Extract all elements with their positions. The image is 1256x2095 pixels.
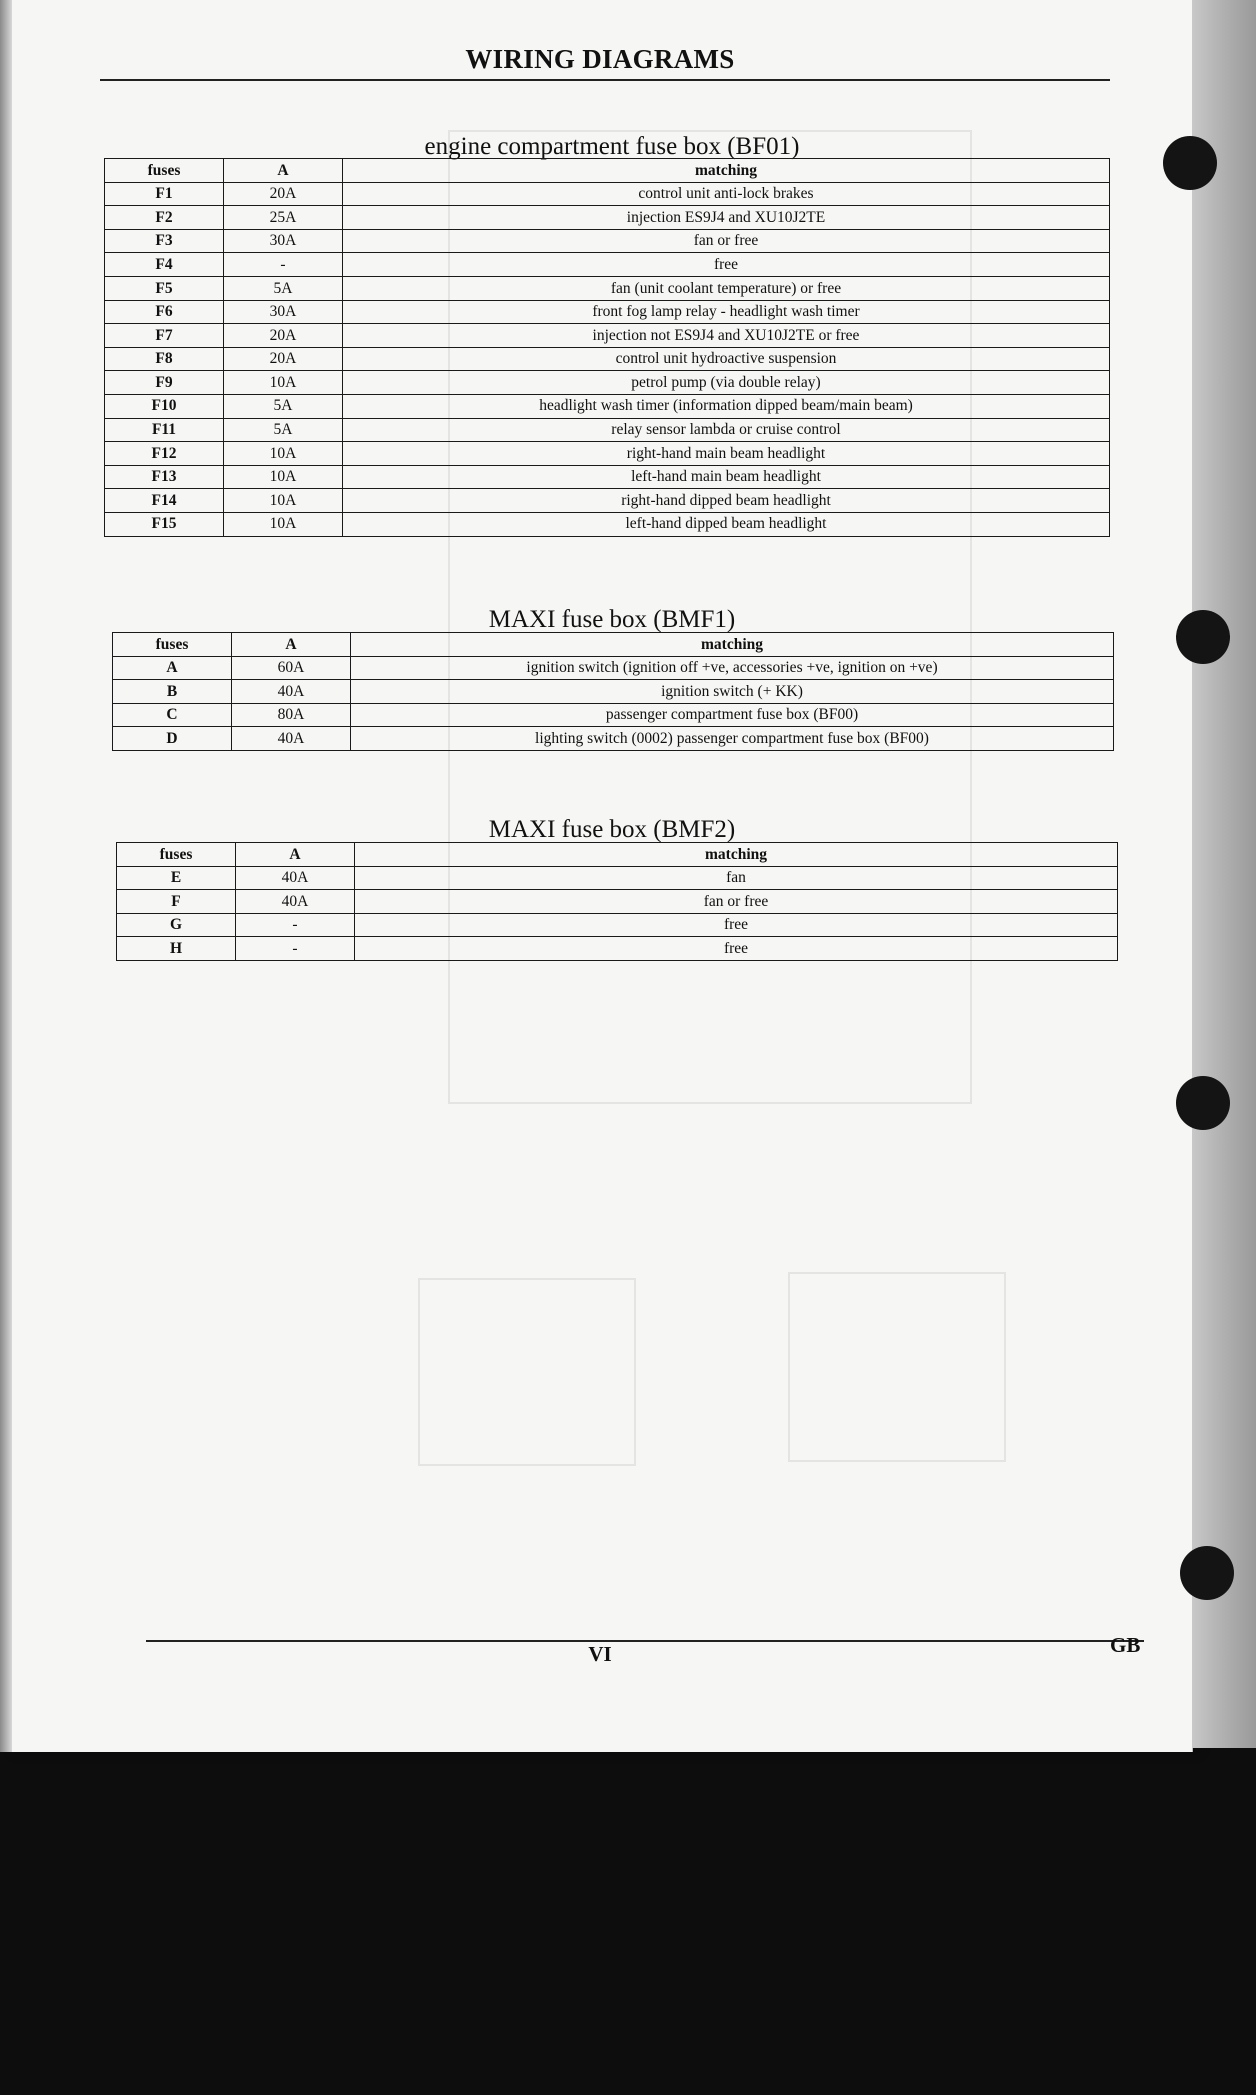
fuse-id: G (117, 913, 236, 937)
page-stack-edge-left (0, 0, 12, 1752)
column-header-matching: matching (351, 633, 1114, 657)
fuse-rating: 40A (232, 727, 351, 751)
fuse-matching: ignition switch (ignition off +ve, accessories +ve, ignition on +ve) (351, 656, 1114, 680)
fuse-matching: free (355, 913, 1118, 937)
show-through-box-left (418, 1278, 636, 1466)
column-header-fuses: fuses (117, 843, 236, 867)
fuse-matching: fan or free (355, 890, 1118, 914)
fuse-matching: left-hand main beam headlight (343, 465, 1110, 489)
fuse-rating: - (224, 253, 343, 277)
fuse-matching: left-hand dipped beam headlight (343, 512, 1110, 536)
fuse-id: E (117, 866, 236, 890)
table-row (105, 418, 1110, 442)
column-header-matching: matching (343, 159, 1110, 183)
fuse-id: A (113, 656, 232, 680)
table-row (113, 680, 1114, 704)
binder-hole-2 (1176, 610, 1230, 664)
fuse-rating: 30A (224, 300, 343, 324)
fuse-id: C (113, 703, 232, 727)
table-row (105, 371, 1110, 395)
fuse-id: F3 (105, 229, 224, 253)
table-header-row (105, 159, 1110, 183)
table-row (105, 300, 1110, 324)
fuse-id: F (117, 890, 236, 914)
section-title-bmf2: MAXI fuse box (BMF2) (488, 816, 736, 843)
header-rule (100, 79, 1110, 81)
fuse-matching: right-hand dipped beam headlight (343, 489, 1110, 513)
fuse-rating: 10A (224, 371, 343, 395)
section-title-bmf1: MAXI fuse box (BMF1) (488, 606, 736, 633)
fuse-id: F7 (105, 324, 224, 348)
fuse-rating: 60A (232, 656, 351, 680)
fuse-matching: petrol pump (via double relay) (343, 371, 1110, 395)
fuse-id: F4 (105, 253, 224, 277)
table-row (105, 182, 1110, 206)
page-stack-edge-right (1192, 0, 1256, 1748)
fuse-id: F11 (105, 418, 224, 442)
fuse-id: B (113, 680, 232, 704)
fuse-matching: ignition switch (+ KK) (351, 680, 1114, 704)
column-header-fuses: fuses (105, 159, 224, 183)
fuse-id: F8 (105, 347, 224, 371)
table-row (105, 253, 1110, 277)
fuse-rating: 25A (224, 206, 343, 230)
fuse-matching: front fog lamp relay - headlight wash timer (343, 300, 1110, 324)
fuse-rating: - (236, 937, 355, 961)
table-row (117, 866, 1118, 890)
table-header-row (113, 633, 1114, 657)
fuse-matching: injection ES9J4 and XU10J2TE (343, 206, 1110, 230)
table-header-row (117, 843, 1118, 867)
fuse-matching: fan (355, 866, 1118, 890)
fuse-rating: 80A (232, 703, 351, 727)
table-row (117, 890, 1118, 914)
column-header-matching: matching (355, 843, 1118, 867)
fuse-id: F9 (105, 371, 224, 395)
column-header-amps: A (232, 633, 351, 657)
fuse-rating: 10A (224, 442, 343, 466)
show-through-box-right (788, 1272, 1006, 1462)
column-header-amps: A (224, 159, 343, 183)
column-header-amps: A (236, 843, 355, 867)
fuse-rating: 5A (224, 418, 343, 442)
table-row (113, 656, 1114, 680)
table-row (105, 442, 1110, 466)
fuse-rating: 5A (224, 276, 343, 300)
fuse-matching: free (343, 253, 1110, 277)
fuse-id: F5 (105, 276, 224, 300)
fuse-rating: 10A (224, 512, 343, 536)
fuse-matching: control unit hydroactive suspension (343, 347, 1110, 371)
fuse-matching: fan (unit coolant temperature) or free (343, 276, 1110, 300)
fuse-id: H (117, 937, 236, 961)
document-page (8, 0, 1193, 1752)
fuse-id: F10 (105, 394, 224, 418)
table-row (105, 489, 1110, 513)
fuse-matching: control unit anti-lock brakes (343, 182, 1110, 206)
fuse-id: F13 (105, 465, 224, 489)
fuse-id: F14 (105, 489, 224, 513)
table-row (105, 394, 1110, 418)
fuse-id: D (113, 727, 232, 751)
fuse-rating: - (236, 913, 355, 937)
table-row (105, 276, 1110, 300)
table-row (105, 347, 1110, 371)
binder-hole-3 (1176, 1076, 1230, 1130)
page-header-title: WIRING DIAGRAMS (465, 44, 735, 74)
binder-hole-1 (1163, 136, 1217, 190)
fuse-rating: 10A (224, 465, 343, 489)
fuse-matching: right-hand main beam headlight (343, 442, 1110, 466)
fuse-matching: injection not ES9J4 and XU10J2TE or free (343, 324, 1110, 348)
fuse-id: F12 (105, 442, 224, 466)
language-code: GB (1110, 1633, 1141, 1657)
table-row (117, 937, 1118, 961)
fuse-rating: 40A (236, 890, 355, 914)
table-row (113, 727, 1114, 751)
fuse-table-bmf2 (116, 842, 1118, 961)
fuse-matching: relay sensor lambda or cruise control (343, 418, 1110, 442)
fuse-table-bf01 (104, 158, 1110, 537)
table-row (105, 324, 1110, 348)
fuse-matching: lighting switch (0002) passenger compartment fuse box (BF00) (351, 727, 1114, 751)
fuse-id: F1 (105, 182, 224, 206)
fuse-id: F2 (105, 206, 224, 230)
page-number: VI (588, 1642, 612, 1666)
fuse-rating: 20A (224, 347, 343, 371)
fuse-matching: headlight wash timer (information dipped beam/main beam) (343, 394, 1110, 418)
fuse-table-bmf1 (112, 632, 1114, 751)
table-row (105, 465, 1110, 489)
binder-hole-4 (1180, 1546, 1234, 1600)
column-header-fuses: fuses (113, 633, 232, 657)
fuse-rating: 30A (224, 229, 343, 253)
table-row (105, 206, 1110, 230)
fuse-id: F6 (105, 300, 224, 324)
fuse-rating: 20A (224, 324, 343, 348)
table-row (117, 913, 1118, 937)
fuse-id: F15 (105, 512, 224, 536)
fuse-rating: 10A (224, 489, 343, 513)
fuse-rating: 40A (236, 866, 355, 890)
fuse-matching: passenger compartment fuse box (BF00) (351, 703, 1114, 727)
section-title-bf01: engine compartment fuse box (BF01) (424, 133, 800, 160)
table-row (105, 512, 1110, 536)
table-row (113, 703, 1114, 727)
fuse-rating: 40A (232, 680, 351, 704)
fuse-rating: 5A (224, 394, 343, 418)
fuse-rating: 20A (224, 182, 343, 206)
fuse-matching: free (355, 937, 1118, 961)
fuse-matching: fan or free (343, 229, 1110, 253)
table-row (105, 229, 1110, 253)
